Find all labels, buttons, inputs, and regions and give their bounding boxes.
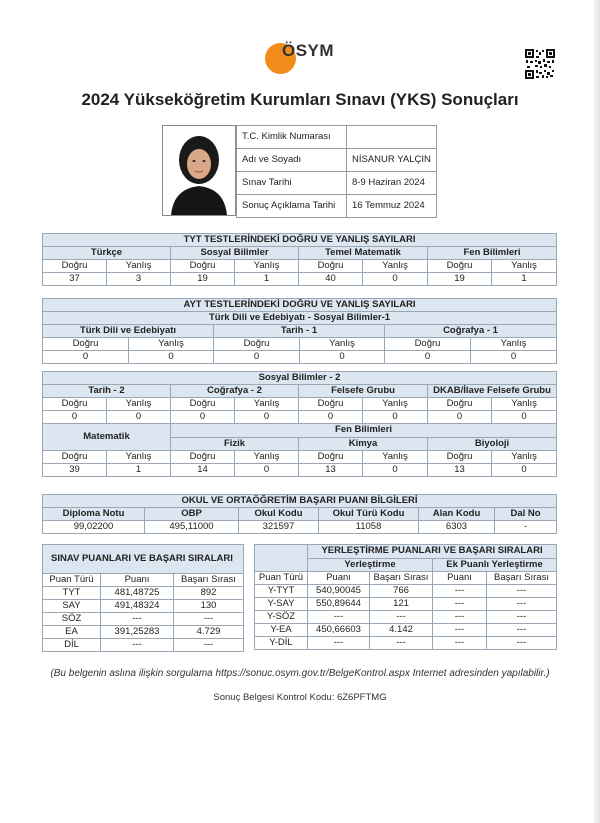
obp-header: OBP	[145, 508, 239, 521]
dogru-value: 14	[171, 464, 235, 477]
osym-logo-text: ÖSYM	[282, 41, 335, 60]
dogru-value: 0	[43, 351, 129, 364]
puan-turu: TYT	[43, 587, 101, 600]
exam-date-value: 8-9 Haziran 2024	[347, 172, 437, 195]
dogru-value: 40	[299, 273, 363, 286]
table-row	[43, 626, 244, 639]
dogru-label: Doğru	[385, 338, 471, 351]
sinav-header: Puan Türü	[43, 574, 101, 587]
yanlis-label: Yanlış	[363, 398, 428, 411]
puan: 391,25283	[101, 626, 174, 639]
yanlis-value: 1	[107, 464, 171, 477]
dogru-label: Doğru	[214, 338, 300, 351]
osym-logo	[265, 41, 335, 77]
puan-turu: DİL	[43, 639, 101, 652]
obp-table	[42, 494, 557, 534]
yerlestirme-header: Puanı	[308, 572, 370, 585]
fen-bilimleri-title: Fen Bilimleri	[171, 424, 557, 438]
control-code: Sonuç Belgesi Kontrol Kodu: 6Z6PFTMG	[213, 692, 387, 703]
yerlestirme-table	[254, 544, 557, 650]
yanlis-label: Yanlış	[235, 451, 299, 464]
basari-sirasi: ---	[370, 611, 433, 624]
tyt-subject-name: Türkçe	[43, 247, 171, 260]
ek-basari-sirasi: ---	[487, 624, 557, 637]
table-row	[43, 639, 244, 652]
tyt-title: TYT TESTLERİNDEKİ DOĞRU VE YANLIŞ SAYILARI	[43, 234, 557, 247]
puan-turu: Y-TYT	[255, 585, 308, 598]
ek-puanli-group: Ek Puanlı Yerleştirme	[433, 558, 557, 572]
ek-basari-sirasi: ---	[487, 598, 557, 611]
table-row	[255, 598, 557, 611]
alan-kodu-value: 6303	[419, 521, 495, 534]
basari-sirasi: 766	[370, 585, 433, 598]
okul-turu-kodu-value: 11058	[319, 521, 419, 534]
yanlis-value: 0	[235, 464, 299, 477]
dal-no-value: -	[495, 521, 557, 534]
basari-sirasi: 892	[174, 587, 244, 600]
yanlis-value: 0	[492, 411, 557, 424]
puan: 550,89644	[308, 598, 370, 611]
table-row	[43, 613, 244, 626]
dogru-value: 39	[43, 464, 107, 477]
ek-puan: ---	[433, 585, 487, 598]
candidate-info-table	[236, 125, 437, 218]
ayt-subject-name: Türk Dili ve Edebiyatı	[43, 325, 214, 338]
yanlis-label: Yanlış	[107, 451, 171, 464]
matematik-label: Matematik	[43, 424, 171, 451]
ayt-subject-name: Kimya	[299, 437, 428, 451]
basari-sirasi: 4.142	[370, 624, 433, 637]
yerlestirme-header: Başarı Sırası	[487, 572, 557, 585]
basari-sirasi: 130	[174, 600, 244, 613]
puan: ---	[308, 637, 370, 650]
dogru-label: Doğru	[299, 398, 363, 411]
tyt-table	[42, 233, 557, 286]
yanlis-value: 1	[492, 273, 557, 286]
ayt-subject-name: Tarih - 1	[214, 325, 385, 338]
dogru-label: Doğru	[299, 260, 363, 273]
qr-code-icon	[525, 49, 555, 79]
yanlis-value: 1	[235, 273, 299, 286]
yerlestirme-header: Puanı	[433, 572, 487, 585]
dogru-label: Doğru	[43, 451, 107, 464]
yanlis-label: Yanlış	[492, 451, 557, 464]
ek-basari-sirasi: ---	[487, 611, 557, 624]
puan-turu: Y-DİL	[255, 637, 308, 650]
dogru-label: Doğru	[43, 338, 129, 351]
ayt-title: AYT TESTLERİNDEKİ DOĞRU VE YANLIŞ SAYILARI	[43, 299, 557, 312]
table-row	[255, 637, 557, 650]
yanlis-label: Yanlış	[492, 260, 557, 273]
name-value: NİSANUR YALÇIN	[347, 149, 437, 172]
puan-turu: Y-SAY	[255, 598, 308, 611]
sinav-header: Başarı Sırası	[174, 574, 244, 587]
dogru-value: 0	[385, 351, 471, 364]
ayt-subject-name: Fizik	[171, 437, 299, 451]
basari-sirasi: ---	[370, 637, 433, 650]
sinav-header: Puanı	[101, 574, 174, 587]
basari-sirasi: 121	[370, 598, 433, 611]
candidate-photo	[162, 125, 236, 216]
ek-puan: ---	[433, 598, 487, 611]
obp-value: 495,11000	[145, 521, 239, 534]
yanlis-value: 3	[107, 273, 171, 286]
ayt-subject-name: DKAB/İlave Felsefe Grubu	[428, 385, 557, 398]
ek-basari-sirasi: ---	[487, 585, 557, 598]
ayt-section1-title: Türk Dili ve Edebiyatı - Sosyal Bilimler-1	[43, 312, 557, 325]
obp-header: Alan Kodu	[419, 508, 495, 521]
tc-label: T.C. Kimlik Numarası	[237, 126, 347, 149]
table-row	[43, 600, 244, 613]
dogru-value: 0	[214, 351, 300, 364]
puan: 450,66603	[308, 624, 370, 637]
yanlis-value: 0	[300, 351, 385, 364]
yanlis-label: Yanlış	[129, 338, 214, 351]
dogru-label: Doğru	[171, 451, 235, 464]
dogru-label: Doğru	[428, 398, 492, 411]
result-date-value: 16 Temmuz 2024	[347, 195, 437, 218]
dogru-label: Doğru	[171, 398, 235, 411]
page-title: 2024 Yükseköğretim Kurumları Sınavı (YKS) Sonuçları	[81, 90, 519, 109]
ayt-table-section2	[42, 371, 557, 477]
yanlis-label: Yanlış	[235, 260, 299, 273]
yanlis-value: 0	[471, 351, 557, 364]
yanlis-label: Yanlış	[363, 260, 428, 273]
dogru-value: 0	[428, 411, 492, 424]
yanlis-value: 0	[492, 464, 557, 477]
dogru-label: Doğru	[43, 398, 107, 411]
basari-sirasi: 4.729	[174, 626, 244, 639]
page-edge-shadow	[594, 0, 600, 823]
tyt-subject-name: Sosyal Bilimler	[171, 247, 299, 260]
sinav-puanlari-table	[42, 544, 244, 652]
yanlis-label: Yanlış	[492, 398, 557, 411]
table-row	[255, 611, 557, 624]
dogru-value: 13	[428, 464, 492, 477]
yanlis-label: Yanlış	[107, 398, 171, 411]
ayt-subject-name: Felsefe Grubu	[299, 385, 428, 398]
yerlestirme-header: Başarı Sırası	[370, 572, 433, 585]
puan-turu: EA	[43, 626, 101, 639]
puan: ---	[101, 613, 174, 626]
yanlis-label: Yanlış	[300, 338, 385, 351]
candidate-row	[237, 126, 437, 149]
dogru-value: 0	[299, 411, 363, 424]
tyt-subject-name: Fen Bilimleri	[428, 247, 557, 260]
puan-turu: Y-SÖZ	[255, 611, 308, 624]
obp-header: Diploma Notu	[43, 508, 145, 521]
ayt-subject-name: Coğrafya - 1	[385, 325, 557, 338]
dogru-value: 19	[171, 273, 235, 286]
table-row	[43, 587, 244, 600]
puan: 481,48725	[101, 587, 174, 600]
table-row	[255, 585, 557, 598]
yanlis-value: 0	[235, 411, 299, 424]
yanlis-value: 0	[363, 411, 428, 424]
yanlis-value: 0	[363, 273, 428, 286]
candidate-portrait-icon	[163, 126, 235, 215]
candidate-row	[237, 149, 437, 172]
basari-sirasi: ---	[174, 613, 244, 626]
diploma-notu-value: 99,02200	[43, 521, 145, 534]
dogru-label: Doğru	[428, 260, 492, 273]
ek-puan: ---	[433, 637, 487, 650]
yerlestirme-header: Puan Türü	[255, 572, 308, 585]
yerlestirme-group: Yerleştirme	[308, 558, 433, 572]
dogru-value: 0	[171, 411, 235, 424]
yanlis-label: Yanlış	[363, 451, 428, 464]
yanlis-label: Yanlış	[107, 260, 171, 273]
exam-date-label: Sınav Tarihi	[237, 172, 347, 195]
tyt-subject-name: Temel Matematik	[299, 247, 428, 260]
dogru-value: 0	[43, 411, 107, 424]
ayt-subject-name: Tarih - 2	[43, 385, 171, 398]
tc-value	[347, 126, 437, 149]
puan-turu: Y-EA	[255, 624, 308, 637]
ek-puan: ---	[433, 611, 487, 624]
verification-note: (Bu belgenin aslına ilişkin sorgulama https://sonuc.osym.gov.tr/BelgeKontrol.aspx Internet adresinden yapılabilir.)	[50, 668, 550, 679]
candidate-row	[237, 172, 437, 195]
dogru-value: 19	[428, 273, 492, 286]
dogru-value: 37	[43, 273, 107, 286]
obp-title: OKUL VE ORTAÖĞRETİM BAŞARI PUANI BİLGİLERİ	[43, 495, 557, 508]
obp-header: Dal No	[495, 508, 557, 521]
result-date-label: Sonuç Açıklama Tarihi	[237, 195, 347, 218]
sinav-puanlari-title: SINAV PUANLARI VE BAŞARI SIRALARI	[43, 545, 244, 574]
table-row	[255, 624, 557, 637]
dogru-label: Doğru	[171, 260, 235, 273]
puan-turu: SÖZ	[43, 613, 101, 626]
yerlestirme-blank-corner	[255, 545, 308, 572]
dogru-value: 13	[299, 464, 363, 477]
ayt-subject-name: Biyoloji	[428, 437, 557, 451]
puan: 491,48324	[101, 600, 174, 613]
basari-sirasi: ---	[174, 639, 244, 652]
name-label: Adı ve Soyadı	[237, 149, 347, 172]
dogru-label: Doğru	[299, 451, 363, 464]
candidate-row	[237, 195, 437, 218]
yanlis-label: Yanlış	[471, 338, 557, 351]
puan: ---	[308, 611, 370, 624]
yanlis-value: 0	[363, 464, 428, 477]
okul-kodu-value: 321597	[239, 521, 319, 534]
ayt-section2-title: Sosyal Bilimler - 2	[43, 372, 557, 385]
ek-puan: ---	[433, 624, 487, 637]
yanlis-value: 0	[107, 411, 171, 424]
yerlestirme-title: YERLEŞTİRME PUANLARI VE BAŞARI SIRALARI	[308, 545, 557, 559]
obp-header: Okul Türü Kodu	[319, 508, 419, 521]
dogru-label: Doğru	[43, 260, 107, 273]
puan: ---	[101, 639, 174, 652]
dogru-label: Doğru	[428, 451, 492, 464]
puan-turu: SAY	[43, 600, 101, 613]
ek-basari-sirasi: ---	[487, 637, 557, 650]
ayt-subject-name: Coğrafya - 2	[171, 385, 299, 398]
yanlis-label: Yanlış	[235, 398, 299, 411]
puan: 540,90045	[308, 585, 370, 598]
yanlis-value: 0	[129, 351, 214, 364]
obp-header: Okul Kodu	[239, 508, 319, 521]
ayt-table-section1	[42, 298, 557, 364]
